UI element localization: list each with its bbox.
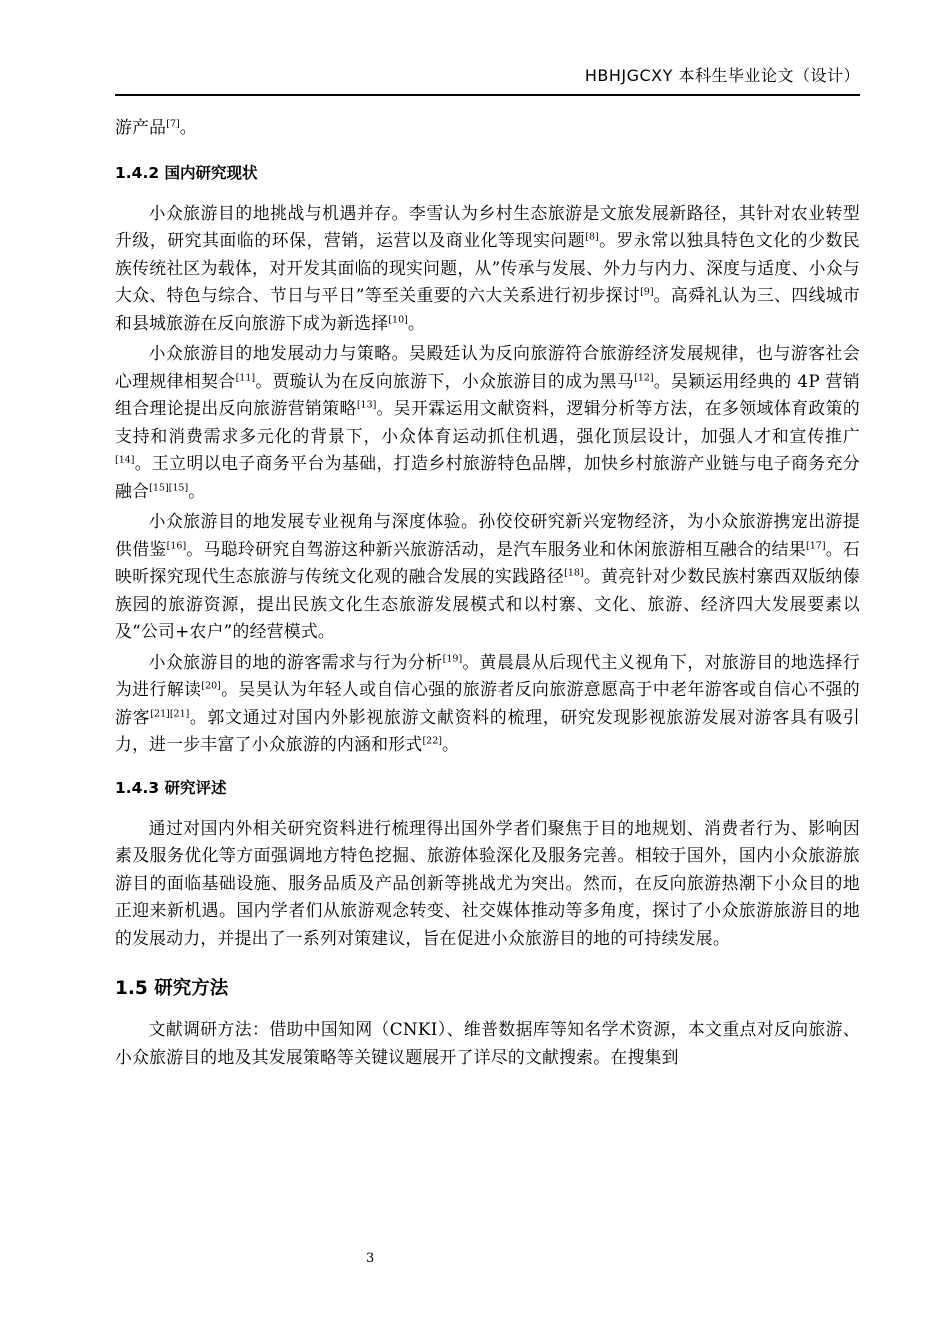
paragraph-text: 。黄亮针对少数民族村寨西双版纳傣族园的旅游资源，提出民族文化生态旅游发展模式和以村寨、文化、旅游、经济四大发展要素以及“公司+农户”的经营模式。: [115, 566, 860, 641]
citation: [21][21]: [150, 707, 190, 719]
header-rule: [115, 94, 860, 96]
paragraph-text: 。王立明以电子商务平台为基础，打造乡村旅游特色品牌，加快乡村旅游产业链与电子商务充分融合: [115, 453, 860, 501]
citation: [22]: [422, 735, 442, 747]
citation: [8]: [585, 231, 599, 243]
paragraph-text: 。石映昕探究现代生态旅游与传统文化观的融合发展的实践路径: [115, 538, 860, 586]
body-text: [115, 114, 860, 1071]
paragraph-text: 小众旅游目的地的游客需求与行为分析: [148, 651, 443, 672]
paragraph-text: 。马聪玲研究自驾游这种新兴旅游活动，是汽车服务业和休闲旅游相互融合的结果: [186, 538, 807, 559]
paragraph-text: 。吴开霖运用文献资料，逻辑分析等方法，在多领域体育政策的支持和消费需求多元化的背景下，小众体育运动抓住机遇，强化顶层设计，加强人才和宣传推广: [115, 398, 860, 446]
citation: [15][15]: [149, 481, 189, 493]
page-number: 3: [366, 1251, 375, 1266]
citation: [10]: [388, 313, 408, 325]
paragraph-tourist-behavior: [115, 649, 860, 759]
paragraph-text: 。黄晨晨从后现代主义视角下，对旅游目的地选择行为进行解读: [115, 651, 861, 699]
citation: [18]: [564, 567, 584, 579]
citation: [16]: [166, 539, 187, 551]
paragraph-text: 小众旅游目的地发展动力与策略。吴殿廷认为反向旅游符合旅游经济发展规律，也与游客社会心理规律相契合: [115, 343, 860, 391]
heading-1-4-2: 1.4.2 国内研究现状: [115, 163, 258, 182]
paragraph-strategies: [115, 340, 860, 505]
running-header: HBHJGCXY 本科生毕业论文（设计）: [584, 66, 860, 85]
citation: [12]: [634, 371, 654, 383]
paragraph-text: 。: [188, 480, 206, 501]
paragraph-review: 通过对国内外相关研究资料进行梳理得出国外学者们聚焦于目的地规划、消费者行为、影响因素及服务优化等方面强调地方特色挖掘、旅游体验深化及服务完善。相较于国外，国内小众旅游旅游目的面临基础设施、服务品质及产品创新等挑战尤为突出。然而，在反向旅游热潮下小众目的地正迎来新机遇。国内学者们从旅游观念转变、社交媒体推动等多角度，探讨了小众旅游旅游目的地的发展动力，并提出了一系列对策建议，旨在促进小众旅游目的地的可持续发展。: [115, 817, 860, 948]
citation: [7]: [166, 118, 180, 130]
intro-end: 。: [179, 117, 197, 137]
paragraph-perspectives: [115, 508, 860, 646]
paragraph-text: 小众旅游目的地发展专业视角与深度体验。孙佼佼研究新兴宠物经济，为小众旅游携宠出游提供借鉴: [115, 511, 860, 559]
paragraph-text: 。罗永常以独具特色文化的少数民族传统社区为载体，对开发其面临的现实问题，从”传承与发展、外力与内力、深度与适度、小众与大众、特色与综合、节日与平日”等至关重要的六大关系进行初步探讨: [115, 230, 860, 305]
paragraph-text: 。吴颖运用经典的 4P 营销组合理论提出反向旅游营销策略: [115, 370, 860, 418]
paragraph-text: 。高舜礼认为三、四线城市和县城旅游在反向旅游下成为新选择: [115, 285, 860, 333]
citation: [11]: [235, 371, 256, 383]
heading-1-4-3: 1.4.3 研究评述: [115, 778, 227, 797]
citation: [9]: [640, 286, 654, 298]
paragraph-text: 。: [441, 734, 460, 754]
intro-text: 游产品: [115, 117, 167, 137]
paragraph-text: 。贾璇认为在反向旅游下，小众旅游目的成为黑马: [255, 370, 635, 391]
paragraph-text: 小众旅游目的地挑战与机遇并存。李雪认为乡村生态旅游是文旅发展新路径，其针对农业转型升级，研究其面临的环保，营销，运营以及商业化等现实问题: [115, 202, 860, 250]
heading-1-5: 1.5 研究方法: [115, 978, 229, 999]
paragraph-challenges: [115, 200, 860, 338]
paragraph-methods: 文献调研方法：借助中国知网（CNKI）、维普数据库等知名学术资源，本文重点对反向旅游、小众旅游目的地及其发展策略等关键议题展开了详尽的文献搜索。在搜集到: [115, 1019, 860, 1067]
paragraph-text: 。郭文通过对国内外影视旅游文献资料的梳理，研究发现影视旅游发展对游客具有吸引力，进一步丰富了小众旅游的内涵和形式: [115, 706, 861, 754]
citation: [17]: [806, 539, 826, 551]
paragraph-text: 。吴昊认为年轻人或自信心强的旅游者反向旅游意愿高于中老年游客或自信心不强的游客: [115, 679, 860, 727]
paragraph-text: 。: [407, 312, 425, 333]
citation: [20]: [201, 680, 221, 692]
citation: [13]: [356, 399, 377, 411]
intro-paragraph: [115, 114, 860, 142]
citation: [14]: [115, 454, 135, 466]
citation: [19]: [442, 652, 463, 664]
